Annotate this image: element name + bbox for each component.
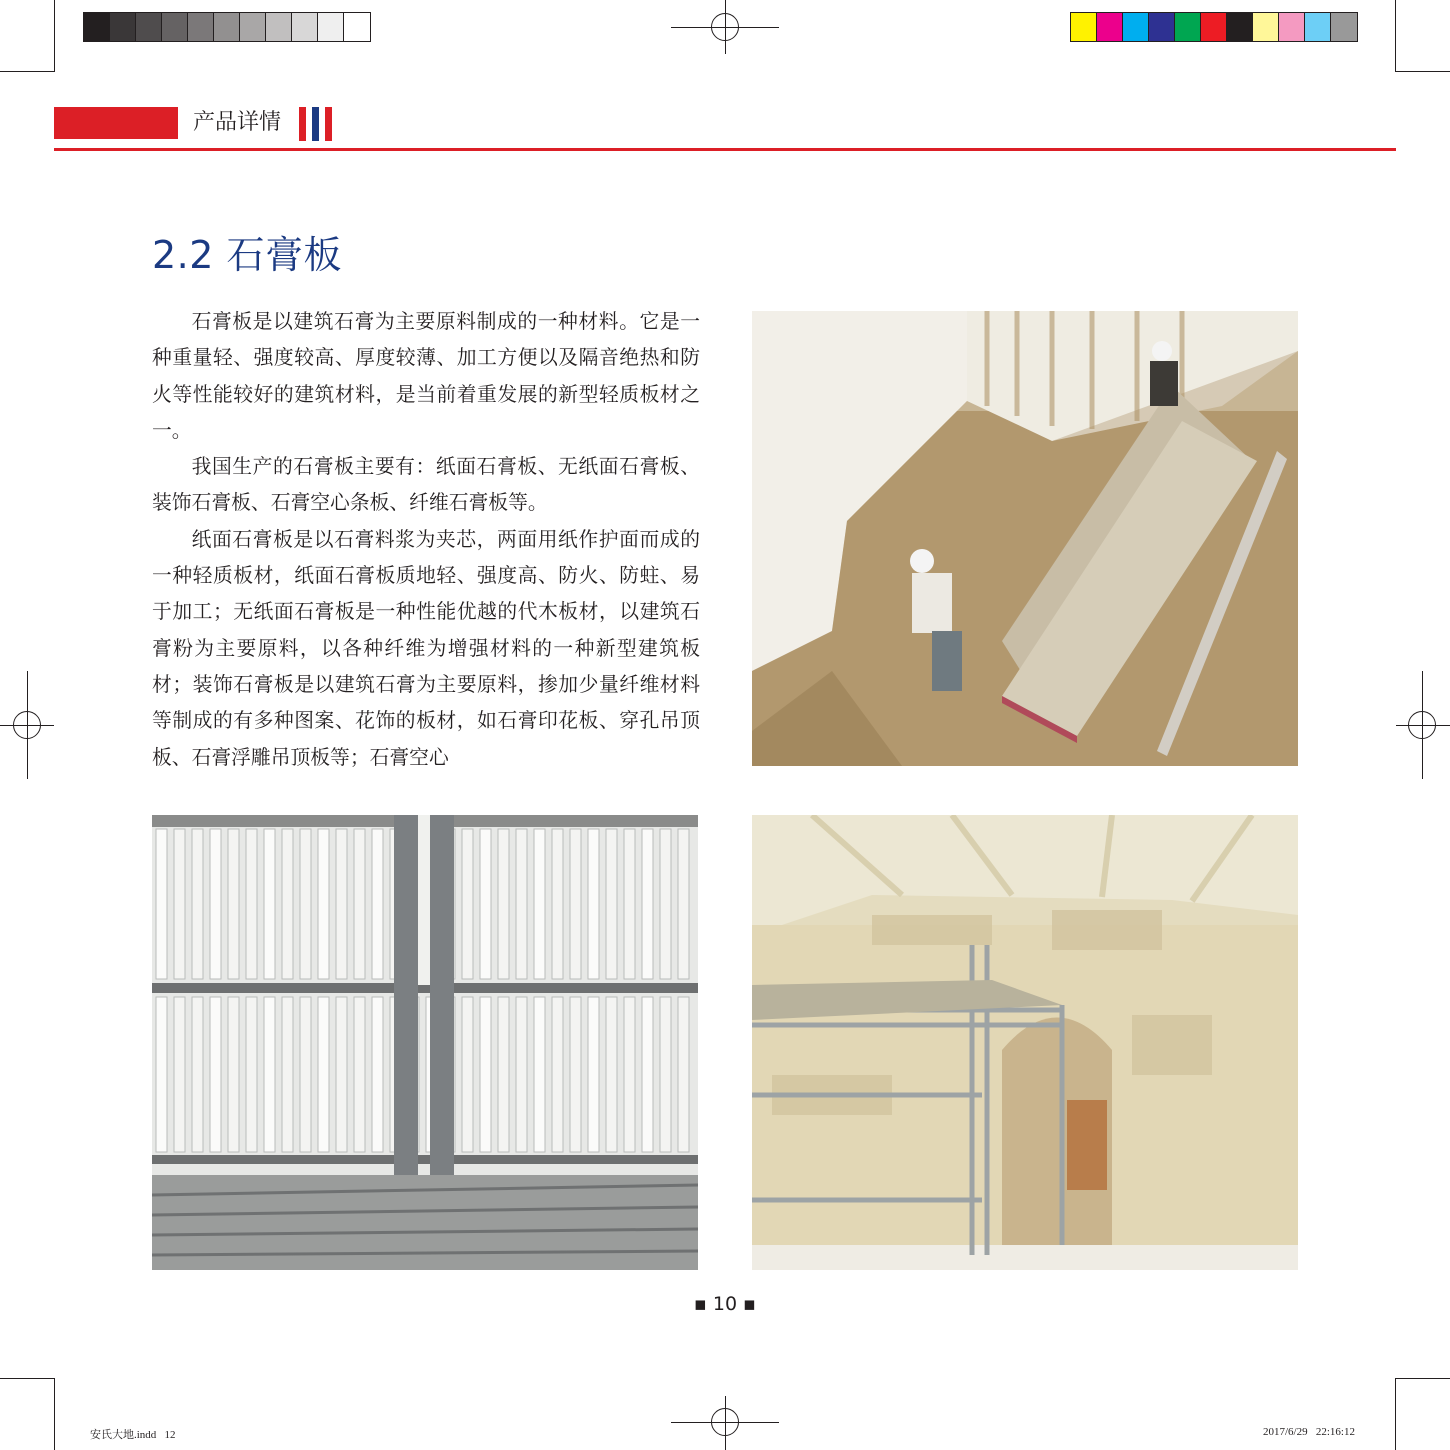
color-swatch — [162, 13, 188, 41]
board-slat — [372, 997, 383, 1152]
board-slat — [246, 997, 257, 1152]
board-slat — [570, 997, 581, 1152]
crop-mark — [54, 1378, 55, 1450]
board-slat — [354, 997, 365, 1152]
board-slat — [624, 997, 635, 1152]
board-slat — [354, 829, 365, 979]
workers-carrying-drywall-photo — [752, 311, 1298, 766]
board-slat — [228, 829, 239, 979]
board-slat — [282, 997, 293, 1152]
page-title: 2.2 石膏板 — [152, 233, 343, 277]
grayscale-bar — [83, 12, 371, 42]
board-slat — [192, 829, 203, 979]
header-rule — [54, 148, 1396, 151]
crop-mark — [54, 0, 55, 72]
page-number: ▪ 10 ▪ — [693, 1293, 756, 1315]
board-slat — [498, 829, 509, 979]
color-swatch — [240, 13, 266, 41]
board-slat — [264, 997, 275, 1152]
paragraph: 纸面石膏板是以石膏料浆为夹芯，两面用纸作护面而成的一种轻质板材，纸面石膏板质地轻、强度高、防火、防蛀、易于加工；无纸面石膏板是一种性能优越的代木板材，以建筑石膏粉为主要原料，以各种纤维为增强材料的一种新型建筑板材；装饰石膏板是以建筑石膏为主要原料，掺加少量纤维材料等制成的有多种图案、花饰的板材，如石膏印花板、穿孔吊顶板、石膏浮雕吊顶板等；石膏空心 — [152, 527, 700, 769]
crop-mark — [1396, 71, 1450, 72]
board-slat — [300, 997, 311, 1152]
board-slat — [606, 829, 617, 979]
board-slat — [642, 829, 653, 979]
board-slat — [264, 829, 275, 979]
board-slat — [228, 997, 239, 1152]
color-swatch — [136, 13, 162, 41]
board-slat — [336, 829, 347, 979]
flag-stripes — [299, 107, 332, 141]
board-slat — [156, 829, 167, 979]
color-swatch — [1123, 13, 1149, 41]
color-swatch — [318, 13, 344, 41]
color-swatch — [1097, 13, 1123, 41]
color-swatch — [1149, 13, 1175, 41]
color-swatch — [1305, 13, 1331, 41]
registration-circle — [711, 1408, 739, 1436]
board-slat — [534, 829, 545, 979]
board-slat — [318, 829, 329, 979]
board-slat — [552, 997, 563, 1152]
board-slat — [660, 829, 671, 979]
color-swatch — [1279, 13, 1305, 41]
board-slat — [336, 997, 347, 1152]
board-slat — [570, 829, 581, 979]
paragraph: 石膏板是以建筑石膏为主要原料制成的一种材料。它是一种重量轻、强度较高、厚度较薄、加工方便以及隔音绝热和防火等性能较好的建筑材料，是当前着重发展的新型轻质板材之一。 — [152, 310, 700, 442]
slug-timestamp: 2017/6/29 22:16:12 — [1263, 1426, 1355, 1438]
board-slat — [372, 829, 383, 979]
color-swatch — [292, 13, 318, 41]
board-slat — [624, 829, 635, 979]
gypsum-board-drying-rack-photo — [152, 815, 698, 1270]
color-swatch — [1201, 13, 1227, 41]
paragraph: 我国生产的石膏板主要有：纸面石膏板、无纸面石膏板、装饰石膏板、石膏空心条板、纤维石膏板等。 — [152, 455, 700, 515]
board-slat — [660, 997, 671, 1152]
color-swatch — [110, 13, 136, 41]
board-slat — [516, 997, 527, 1152]
board-slat — [552, 829, 563, 979]
slug-file: 安氏大地.indd 12 — [90, 1429, 176, 1441]
registration-circle — [13, 711, 41, 739]
board-slat — [480, 997, 491, 1152]
board-slat — [210, 997, 221, 1152]
board-slat — [156, 997, 167, 1152]
crop-mark — [0, 71, 54, 72]
board-slat — [498, 997, 509, 1152]
registration-circle — [711, 13, 739, 41]
board-slat — [246, 829, 257, 979]
body-text — [152, 304, 700, 776]
board-slat — [300, 829, 311, 979]
board-slat — [516, 829, 527, 979]
crop-mark — [1395, 0, 1396, 72]
board-slat — [282, 829, 293, 979]
board-slat — [588, 997, 599, 1152]
board-slat — [606, 997, 617, 1152]
board-slat — [210, 829, 221, 979]
board-slat — [642, 997, 653, 1152]
board-slat — [174, 829, 185, 979]
crop-mark — [1396, 1378, 1450, 1379]
board-slat — [480, 829, 491, 979]
section-label: 产品详情 — [193, 110, 282, 135]
color-swatch — [214, 13, 240, 41]
board-slat — [462, 997, 473, 1152]
board-slat — [192, 997, 203, 1152]
color-swatch — [1227, 13, 1253, 41]
color-swatch — [84, 13, 110, 41]
color-swatch — [1071, 13, 1097, 41]
board-slat — [534, 997, 545, 1152]
board-slat — [588, 829, 599, 979]
color-swatch — [344, 13, 370, 41]
crop-mark — [0, 1378, 54, 1379]
flag-stripe — [299, 107, 306, 141]
board-slat — [318, 997, 329, 1152]
flag-stripe — [312, 107, 319, 141]
header-red-block — [54, 107, 178, 139]
color-swatch — [188, 13, 214, 41]
flag-stripe — [325, 107, 332, 141]
board-slat — [462, 829, 473, 979]
board-slat — [678, 829, 689, 979]
color-bar — [1070, 12, 1358, 42]
color-swatch — [266, 13, 292, 41]
board-slat — [678, 997, 689, 1152]
color-swatch — [1253, 13, 1279, 41]
registration-circle — [1408, 711, 1436, 739]
drywall-room-scaffolding-photo — [752, 815, 1298, 1270]
board-slat — [174, 997, 185, 1152]
crop-mark — [1395, 1378, 1396, 1450]
color-swatch — [1331, 13, 1357, 41]
color-swatch — [1175, 13, 1201, 41]
